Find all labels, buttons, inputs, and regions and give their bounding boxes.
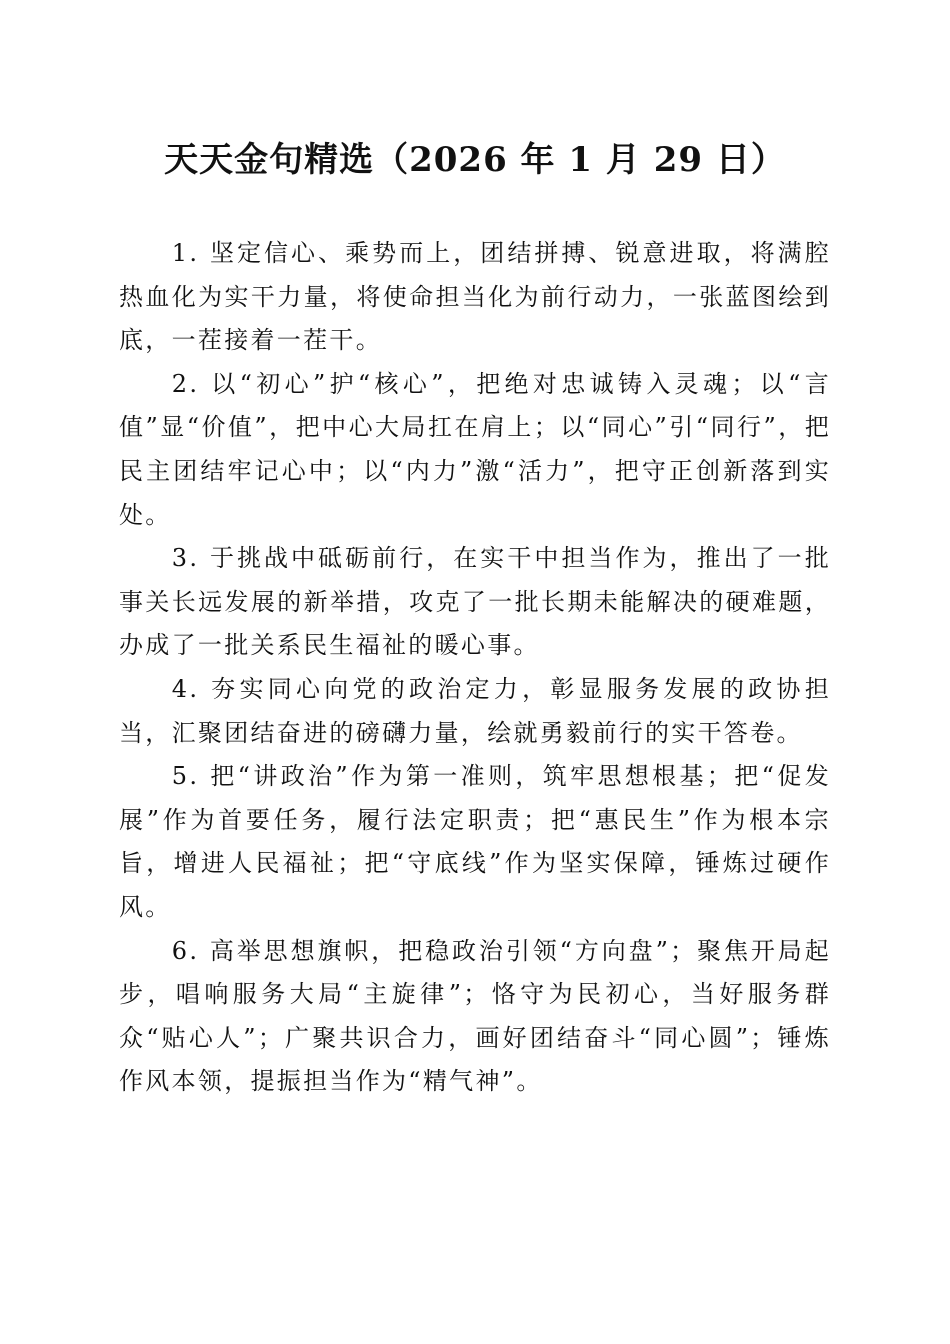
paragraph-5: 5. 把“讲政治”作为第一准则，筑牢思想根基；把“促发展”作为首要任务，履行法定职责；把“惠民生”作为根本宗旨，增进人民福祉；把“守底线”作为坚实保障，锤炼过硬作风。: [119, 762, 831, 921]
paragraph-1: 1. 坚定信心、乘势而上，团结拼搏、锐意进取，将满腔热血化为实干力量，将使命担当化为前行动力，一张蓝图绘到底，一茬接着一茬干。: [119, 239, 831, 355]
document-body: [119, 232, 831, 1104]
document-title: 天天金句精选（2026 年 1 月 29 日）: [164, 140, 786, 180]
paragraph-6: 6. 高举思想旗帜，把稳政治引领“方向盘”；聚焦开局起步，唱响服务大局“主旋律”；恪守为民初心，当好服务群众“贴心人”；广聚共识合力，画好团结奋斗“同心圆”；锤炼作风本领，提振担当作为“精气神”。: [119, 936, 831, 1096]
paragraph-2: 2. 以“初心”护“核心”，把绝对忠诚铸入灵魂；以“言值”显“价值”，把中心大局扛在肩上；以“同心”引“同行”，把民主团结牢记心中；以“内力”激“活力”，把守正创新落到实处。: [119, 369, 831, 529]
paragraph-3: 3. 于挑战中砥砺前行，在实干中担当作为，推出了一批事关长远发展的新举措，攻克了一批长期未能解决的硬难题，办成了一批关系民生福祉的暖心事。: [119, 544, 831, 660]
paragraph-4: 4. 夯实同心向党的政治定力，彰显服务发展的政协担当，汇聚团结奋进的磅礴力量，绘就勇毅前行的实干答卷。: [119, 674, 831, 747]
